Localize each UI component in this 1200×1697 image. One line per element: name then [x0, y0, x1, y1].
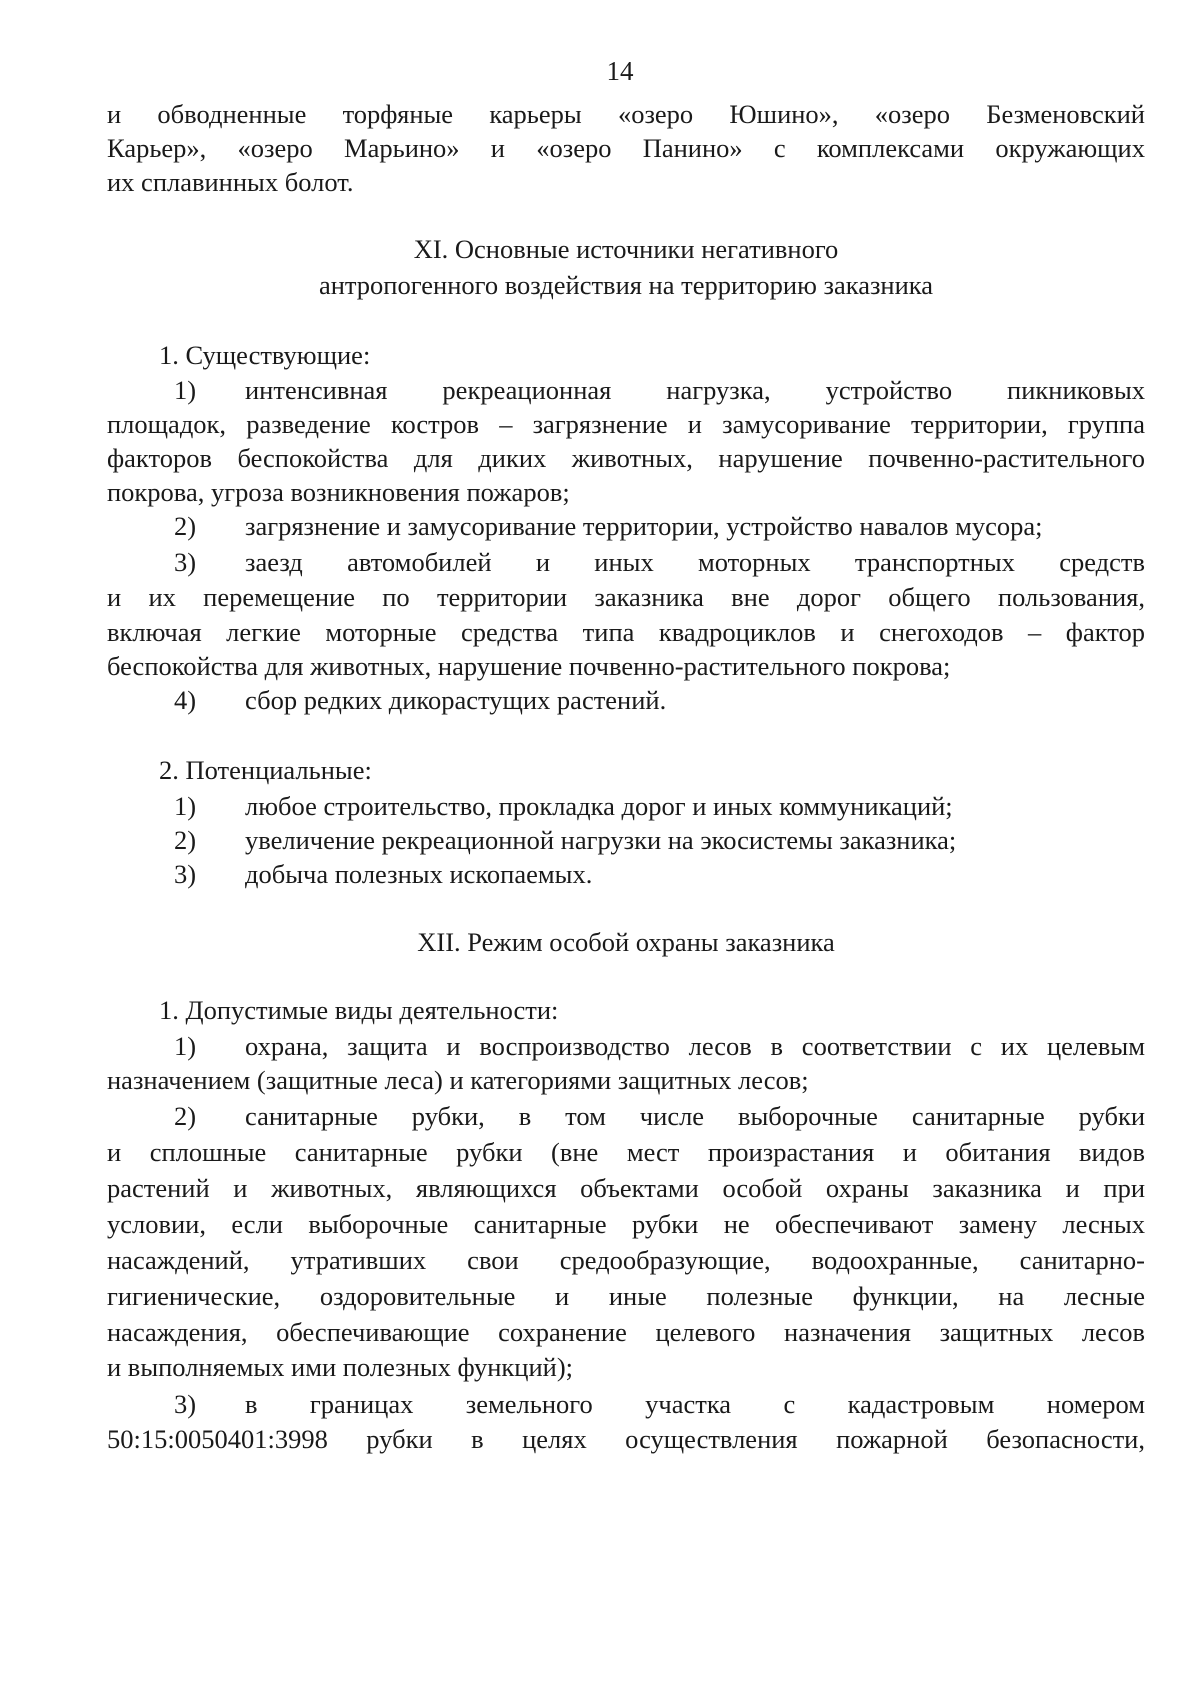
item-line: сбор редких дикорастущих растений.	[245, 685, 667, 715]
existing-item-3-line-3: включая легкие моторные средства типа квадроциклов и снегоходов – фактор	[107, 617, 1145, 647]
item-line: в границах земельного участка с кадастровым номером	[245, 1389, 1145, 1419]
intro-line-2: Карьер», «озеро Марьино» и «озеро Панино» с комплексами окружающих	[107, 133, 1145, 163]
intro-line-1: и обводненные торфяные карьеры «озеро Юшино», «озеро Безменовский	[107, 99, 1145, 129]
intro-line-3: их сплавинных болот.	[107, 167, 354, 197]
section-xii-title: XII. Режим особой охраны заказника	[417, 927, 835, 957]
item-number: 4)	[174, 685, 197, 715]
item-number: 3)	[174, 859, 197, 889]
existing-item-2	[107, 509, 1145, 543]
item-number: 1)	[174, 1031, 197, 1061]
page-number: 14	[606, 56, 634, 86]
item-number: 1)	[174, 791, 197, 821]
allowed-item-2-line-5: насаждений, утративших свои средообразующие, водоохранные, санитарно-	[107, 1245, 1145, 1275]
item-line: санитарные рубки, в том числе выборочные санитарные рубки	[245, 1101, 1145, 1131]
item-line: увеличение рекреационной нагрузки на экосистемы заказника;	[245, 825, 957, 855]
allowed-item-3	[107, 1387, 1145, 1421]
existing-item-3-line-4: беспокойства для животных, нарушение почвенно-растительного покрова;	[107, 651, 951, 681]
existing-item-1-line-4: покрова, угроза возникновения пожаров;	[107, 477, 570, 507]
existing-item-3-line-2: и их перемещение по территории заказника вне дорог общего пользования,	[107, 582, 1145, 612]
existing-item-1-line-2: площадок, разведение костров – загрязнение и замусоривание территории, группа	[107, 409, 1145, 439]
item-line: загрязнение и замусоривание территории, устройство навалов мусора;	[245, 511, 1043, 541]
potential-item-1	[107, 789, 1145, 823]
allowed-item-2-line-4: условии, если выборочные санитарные рубки не обеспечивают замену лесных	[107, 1209, 1145, 1239]
allowed-item-2-line-8: и выполняемых ими полезных функций);	[107, 1352, 574, 1382]
item-line: охрана, защита и воспроизводство лесов в соответствии с их целевым	[245, 1031, 1145, 1061]
existing-heading: 1. Существующие:	[159, 340, 371, 370]
item-number: 3)	[174, 1389, 197, 1419]
existing-item-3	[107, 545, 1145, 579]
potential-item-3	[107, 857, 1145, 891]
section-xi-title-line-1: XI. Основные источники негативного	[413, 234, 839, 264]
allowed-item-2-line-3: растений и животных, являющихся объектами особой охраны заказника и при	[107, 1173, 1145, 1203]
existing-item-4	[107, 683, 1145, 717]
allowed-heading: 1. Допустимые виды деятельности:	[159, 995, 559, 1025]
item-line: интенсивная рекреационная нагрузка, устройство пикниковых	[245, 375, 1145, 405]
allowed-item-3-line-2: 50:15:0050401:3998 рубки в целях осуществления пожарной безопасности,	[107, 1424, 1145, 1454]
item-number: 2)	[174, 1101, 197, 1131]
allowed-item-2-line-7: насаждения, обеспечивающие сохранение целевого назначения защитных лесов	[107, 1317, 1145, 1347]
allowed-item-2-line-6: гигиенические, оздоровительные и иные полезные функции, на лесные	[107, 1281, 1145, 1311]
item-line: любое строительство, прокладка дорог и иных коммуникаций;	[245, 791, 953, 821]
allowed-item-1-line-2: назначением (защитные леса) и категориями защитных лесов;	[107, 1065, 809, 1095]
existing-item-1-line-3: факторов беспокойства для диких животных, нарушение почвенно-растительного	[107, 443, 1145, 473]
existing-item-1	[107, 373, 1145, 407]
potential-item-2	[107, 823, 1145, 857]
item-line: заезд автомобилей и иных моторных транспортных средств	[245, 547, 1145, 577]
potential-heading: 2. Потенциальные:	[159, 755, 372, 785]
allowed-item-2	[107, 1099, 1145, 1133]
item-number: 2)	[174, 511, 197, 541]
item-number: 2)	[174, 825, 197, 855]
item-number: 3)	[174, 547, 197, 577]
allowed-item-1	[107, 1029, 1145, 1063]
section-xi-title-line-2: антропогенного воздействия на территорию заказника	[318, 270, 934, 300]
allowed-item-2-line-2: и сплошные санитарные рубки (вне мест произрастания и обитания видов	[107, 1137, 1145, 1167]
item-line: добыча полезных ископаемых.	[245, 859, 593, 889]
item-number: 1)	[174, 375, 197, 405]
